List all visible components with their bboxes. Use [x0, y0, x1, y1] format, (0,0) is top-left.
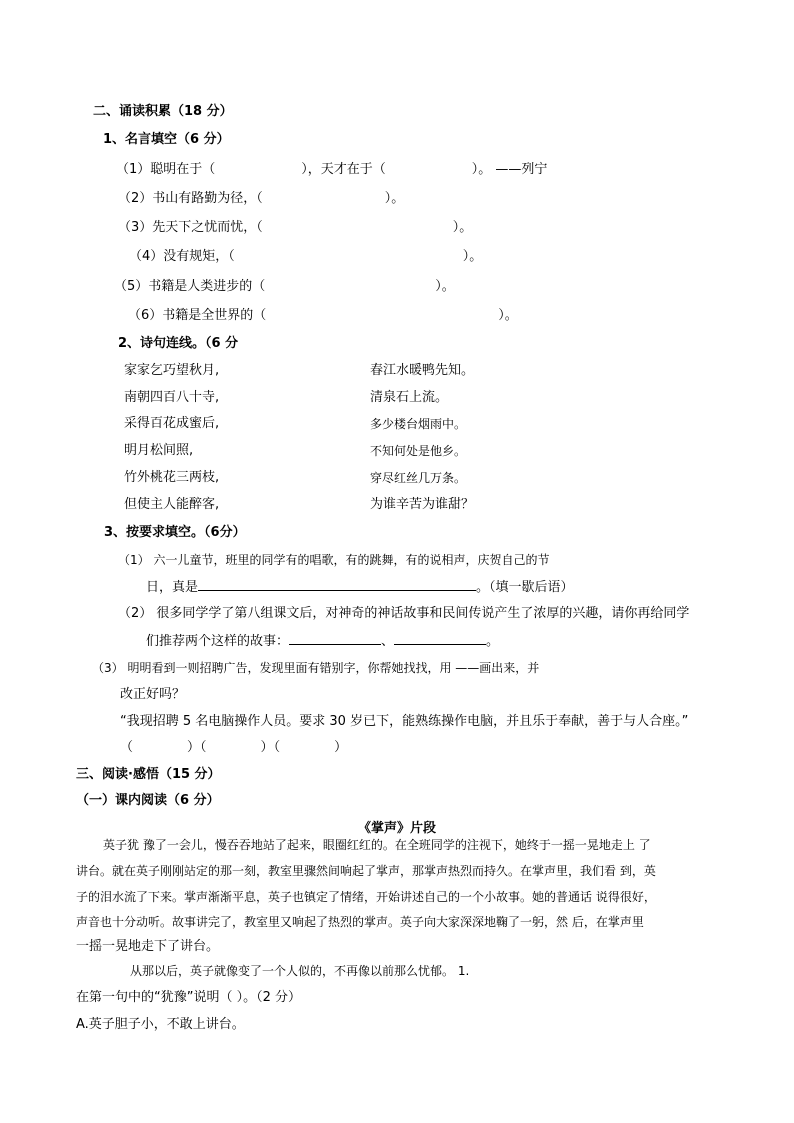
recruitment-ad-quote: “我现招聘 5 名电脑操作人员。要求 30 岁已下，能熟练操作电脑，并且乐于奉献，善于与人合座。” — [120, 714, 689, 729]
fill-item-6: （6）书籍是全世界的（ ）。 — [128, 308, 518, 323]
passage-title: 《掌声》片段 — [357, 821, 436, 836]
q1-title: 1、名言填空（6 分） — [103, 132, 230, 147]
fill-item-2: （2）书山有路勤为径，（ ）。 — [118, 191, 405, 206]
poem-right-6: 为谁辛苦为谁甜？ — [370, 497, 475, 512]
poem-right-3: 多少楼台烟雨中。 — [370, 417, 467, 431]
section2-title: 二、诵读积累（18 分） — [93, 104, 233, 119]
poem-left-5: 竹外桃花三两枝, — [124, 470, 220, 485]
poem-left-3: 采得百花成蜜后, — [124, 416, 220, 431]
section3-sub1: （一）课内阅读（6 分） — [76, 793, 220, 808]
passage-line-5: 一摇一晃地走下了讲台。 — [76, 939, 220, 954]
poem-right-2: 清泉石上流。 — [370, 390, 449, 405]
fill-item-3: （3）先天下之忧而忧，（ ）。 — [118, 220, 473, 235]
q3-item1-line2: 日，真是 。（填一歇后语） — [146, 580, 574, 595]
reading-q1: 在第一句中的“犹豫”说明（ ）。（2 分） — [76, 990, 302, 1005]
correction-blanks: （ ）（ ）（ ） — [120, 740, 348, 755]
q3-item3-line1: （3） 明明看到一则招聘广告，发现里面有错别字，你帮她找找，用 ——画出来，并 — [92, 661, 540, 675]
fill-item-4: （4）没有规矩，（ ）。 — [129, 249, 483, 264]
passage-tail: 从那以后，英子就像变了一个人似的，不再像以前那么忧郁。 1. — [130, 964, 470, 978]
fill-item-1: （1）聪明在于（ ），天才在于（ ）。 ——列宁 — [116, 162, 548, 177]
poem-left-1: 家家乞巧望秋月, — [124, 363, 220, 378]
reading-q1-option-a: A.英子胆子小，不敢上讲台。 — [76, 1017, 245, 1032]
poem-left-6: 但使主人能醉客, — [124, 497, 220, 512]
q3-item2-line2: 们推荐两个这样的故事： 、 。 — [146, 634, 500, 649]
q2-title: 2、诗句连线。（6 分 — [118, 336, 239, 351]
poem-left-4: 明月松间照, — [124, 443, 194, 458]
section3-title: 三、阅读·感悟（15 分） — [76, 767, 221, 782]
q3-title: 3、按要求填空。（6分） — [104, 525, 246, 540]
poem-right-5: 穿尽红丝几万条。 — [370, 471, 467, 485]
q3-item2-line1: （2） 很多同学学了第八组课文后，对神奇的神话故事和民间传说产生了浓厚的兴趣，请你再给同学 — [118, 606, 690, 621]
fill-item-5: （5）书籍是人类进步的（ ）。 — [114, 279, 455, 294]
poem-right-1: 春江水暖鸭先知。 — [370, 363, 475, 378]
passage-line-3: 子的泪水流了下来。掌声渐渐平息，英子也镇定了情绪，开始讲述自己的一个小故事。她的普通话 说得很好， — [76, 890, 656, 904]
q3-item3-line2: 改正好吗？ — [120, 687, 186, 702]
q3-item1-line1: （1） 六一儿童节，班里的同学有的唱歌，有的跳舞，有的说相声，庆贺自己的节 — [118, 553, 550, 567]
passage-line-2: 讲台。就在英子刚刚站定的那一刻，教室里骤然间响起了掌声，那掌声热烈而持久。在掌声里，我们看 到，英 — [76, 864, 656, 878]
poem-left-2: 南朝四百八十寺, — [124, 390, 220, 405]
passage-line-1: 英子犹 豫了一会儿，慢吞吞地站了起来，眼圈红红的。在全班同学的注视下，她终于一摇一晃地走上 了 — [103, 838, 651, 852]
poem-right-4: 不知何处是他乡。 — [370, 444, 467, 458]
passage-line-4: 声音也十分动听。故事讲完了，教室里又响起了热烈的掌声。英子向大家深深地鞠了一躬，然 后，在掌声里 — [76, 915, 644, 929]
